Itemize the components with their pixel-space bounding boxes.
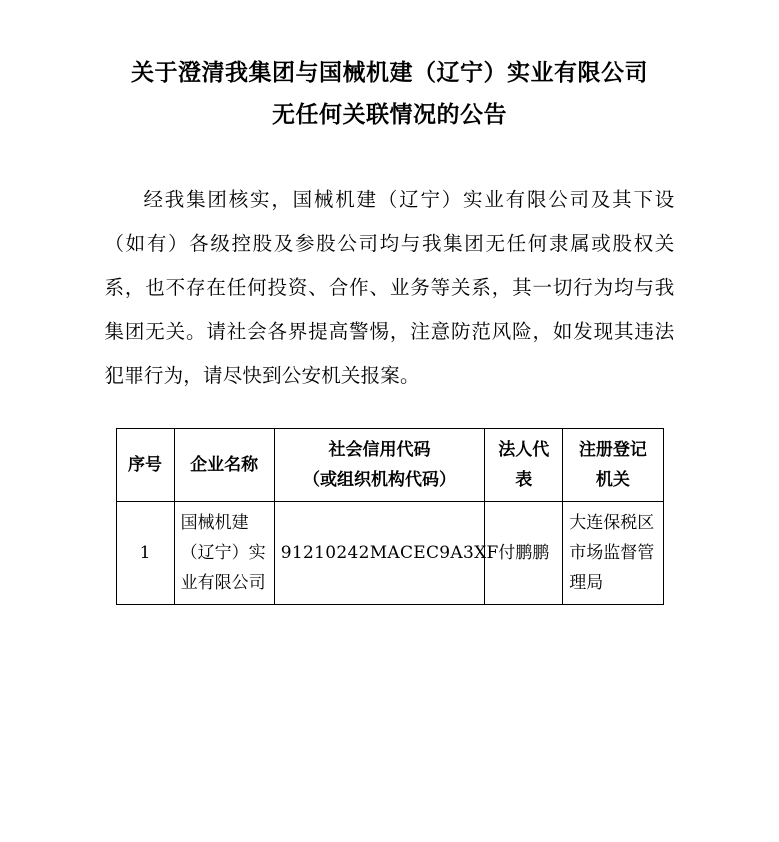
table-cell-org: 大连保税区市场监督管理局 xyxy=(563,502,663,605)
table-header-code-line2: （或组织机构代码） xyxy=(302,470,456,490)
table-header-rep: 法人代表 xyxy=(485,429,563,502)
company-table-wrapper xyxy=(116,428,664,605)
document-title xyxy=(0,0,779,136)
title-line-2: 无任何关联情况的公告 xyxy=(272,102,507,128)
table-row xyxy=(116,502,663,605)
table-cell-no: 1 xyxy=(116,502,174,605)
document-body xyxy=(105,178,675,398)
body-paragraph-1: 经我集团核实，国械机建（辽宁）实业有限公司及其下设（如有）各级控股及参股公司均与我集团无任何隶属或股权关系，也不存在任何投资、合作、业务等关系，其一切行为均与我集团无关。请社会各界提高警惕，注意防范风险，如发现其违法犯罪行为，请尽快到公安机关报案。 xyxy=(104,188,675,387)
table-header-row xyxy=(116,429,663,502)
table-cell-rep: 付鹏鹏 xyxy=(485,502,563,605)
table-header-org xyxy=(563,429,663,502)
table-header-code-line1: 社会信用代码 xyxy=(328,440,431,460)
table-cell-name: 国械机建（辽宁）实业有限公司 xyxy=(174,502,274,605)
table-header-name: 企业名称 xyxy=(174,429,274,502)
table-header-code xyxy=(274,429,484,502)
table-header-org-line1: 注册登记 xyxy=(578,440,647,460)
table-header-org-line2: 机关 xyxy=(595,470,630,490)
company-table xyxy=(116,428,664,605)
title-line-1: 关于澄清我集团与国械机建（辽宁）实业有限公司 xyxy=(131,60,648,86)
table-cell-code: 91210242MACEC9A3XF xyxy=(274,502,484,605)
table-header-no: 序号 xyxy=(116,429,174,502)
